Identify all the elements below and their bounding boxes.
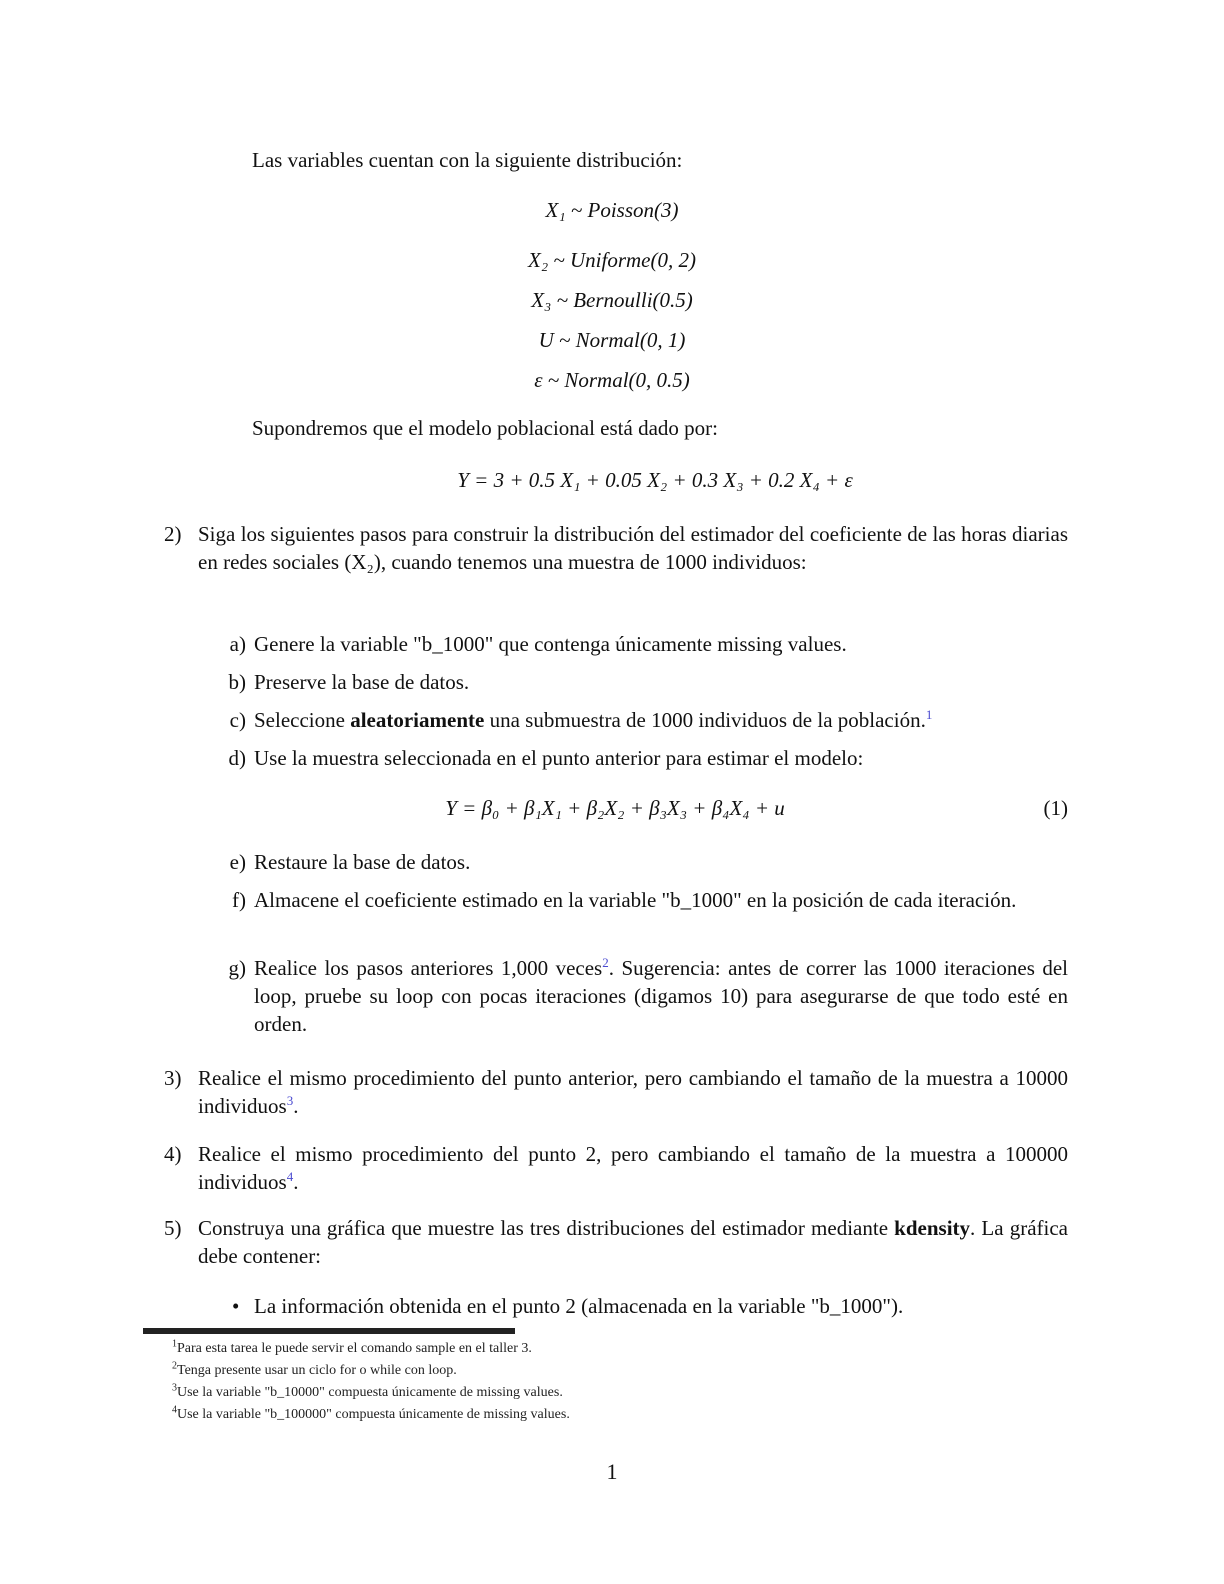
item-number: 3): [164, 1066, 182, 1090]
footnote-2: $^2$Tenga presente usar un ciclo for o while con loop.: [172, 1360, 457, 1378]
emphasis: aleatoriamente: [350, 708, 485, 732]
distribution-1: X₁ ~ Poisson(3): [545, 198, 679, 222]
bullet-item: [232, 1292, 1068, 1320]
page-number: 1: [606, 1459, 618, 1484]
bullet-icon: •: [232, 1294, 240, 1318]
subitem-text: Preserve la base de datos.: [254, 670, 470, 694]
item-text: Siga los siguientes pasos para construir la distribución del estimador del coeficiente de las horas diarias en redes sociales (X₂), cuando tenemos una muestra de 1000 individuos:: [198, 522, 1068, 574]
subitem-label: c): [229, 708, 246, 732]
subitem-label: e): [229, 850, 246, 874]
item-2: [164, 520, 1068, 576]
distribution-2: X₂ ~ Uniforme(0, 2): [528, 248, 696, 272]
footnote-rule: [143, 1328, 515, 1334]
item-number: 2): [164, 522, 182, 546]
subitem-label: d): [228, 746, 246, 770]
footnote-ref[interactable]: 1: [925, 707, 933, 722]
item-number: 4): [164, 1142, 182, 1166]
subitem-a: [216, 630, 1068, 658]
subitem-b: [216, 668, 1068, 696]
item-3: [164, 1064, 1068, 1120]
subitem-text: Realice los pasos anteriores 1,000 veces$^2$. Sugerencia: antes de correr las 1000 iteraciones del loop, pruebe su loop con pocas iteraciones (digamos 10) para asegurarse de que todo esté en orden.: [254, 955, 1068, 1036]
estimation-equation-row: [252, 794, 1068, 822]
subitem-text: Use la muestra seleccionada en el punto anterior para estimar el modelo:: [254, 746, 864, 770]
bullet-text: La información obtenida en el punto 2 (almacenada en la variable "b_1000").: [254, 1294, 904, 1318]
subitem-e: [216, 848, 1068, 876]
subitem-text: Seleccione aleatoriamente una submuestra de 1000 individuos de la población.$^1$: [254, 707, 933, 732]
subitem-label: b): [228, 670, 246, 694]
subitem-d: [216, 744, 1068, 772]
item-5: [164, 1214, 1068, 1270]
subitem-f: [216, 886, 1068, 914]
distribution-4: U ~ Normal(0, 1): [538, 328, 686, 352]
footnote-ref[interactable]: 2: [602, 955, 609, 970]
item-4: [164, 1140, 1068, 1196]
distribution-5: ε ~ Normal(0, 0.5): [534, 368, 690, 392]
item-text: Construya una gráfica que muestre las tres distribuciones del estimador mediante kdensity. La gráfica debe contener:: [198, 1216, 1068, 1268]
footnote-3: $^3$Use la variable "b_10000" compuesta únicamente de missing values.: [172, 1382, 563, 1400]
subitem-text: Almacene el coeficiente estimado en la variable "b_1000" en la posición de cada iteración.: [254, 888, 1017, 912]
footnote-ref[interactable]: 3: [286, 1093, 294, 1108]
equation-number: (1): [1043, 796, 1068, 820]
subitem-label: f): [232, 888, 246, 912]
subitem-label: g): [228, 956, 246, 980]
emphasis: kdensity: [894, 1216, 971, 1240]
item-number: 5): [164, 1216, 182, 1240]
estimation-equation: Y = β₀ + β₁X₁ + β₂X₂ + β₃X₃ + β₄X₄ + u: [445, 796, 785, 820]
model-equation: Y = 3 + 0.5 X₁ + 0.05 X₂ + 0.3 X₃ + 0.2 X₄ + ε: [457, 468, 853, 492]
footnote-4: $^4$Use la variable "b_100000" compuesta únicamente de missing values.: [172, 1404, 570, 1422]
footnote-1: $^1$Para esta tarea le puede servir el comando sample en el taller 3.: [172, 1338, 532, 1356]
subitem-g: [216, 954, 1068, 1038]
model-intro: Supondremos que el modelo poblacional está dado por:: [252, 416, 718, 440]
distribution-3: X₃ ~ Bernoulli(0.5): [531, 288, 693, 312]
subitem-text: Genere la variable "b_1000" que contenga únicamente missing values.: [254, 632, 847, 656]
footnote-ref[interactable]: 4: [286, 1169, 294, 1184]
item-text: Realice el mismo procedimiento del punto anterior, pero cambiando el tamaño de la muestra a 10000 individuos$^3$.: [198, 1066, 1068, 1118]
subitem-label: a): [229, 632, 246, 656]
item-text: Realice el mismo procedimiento del punto 2, pero cambiando el tamaño de la muestra a 100000 individuos$^4$.: [198, 1142, 1068, 1194]
subitem-text: Restaure la base de datos.: [254, 850, 471, 874]
intro-text: Las variables cuentan con la siguiente distribución:: [252, 148, 683, 172]
subitem-c: [216, 706, 1068, 734]
